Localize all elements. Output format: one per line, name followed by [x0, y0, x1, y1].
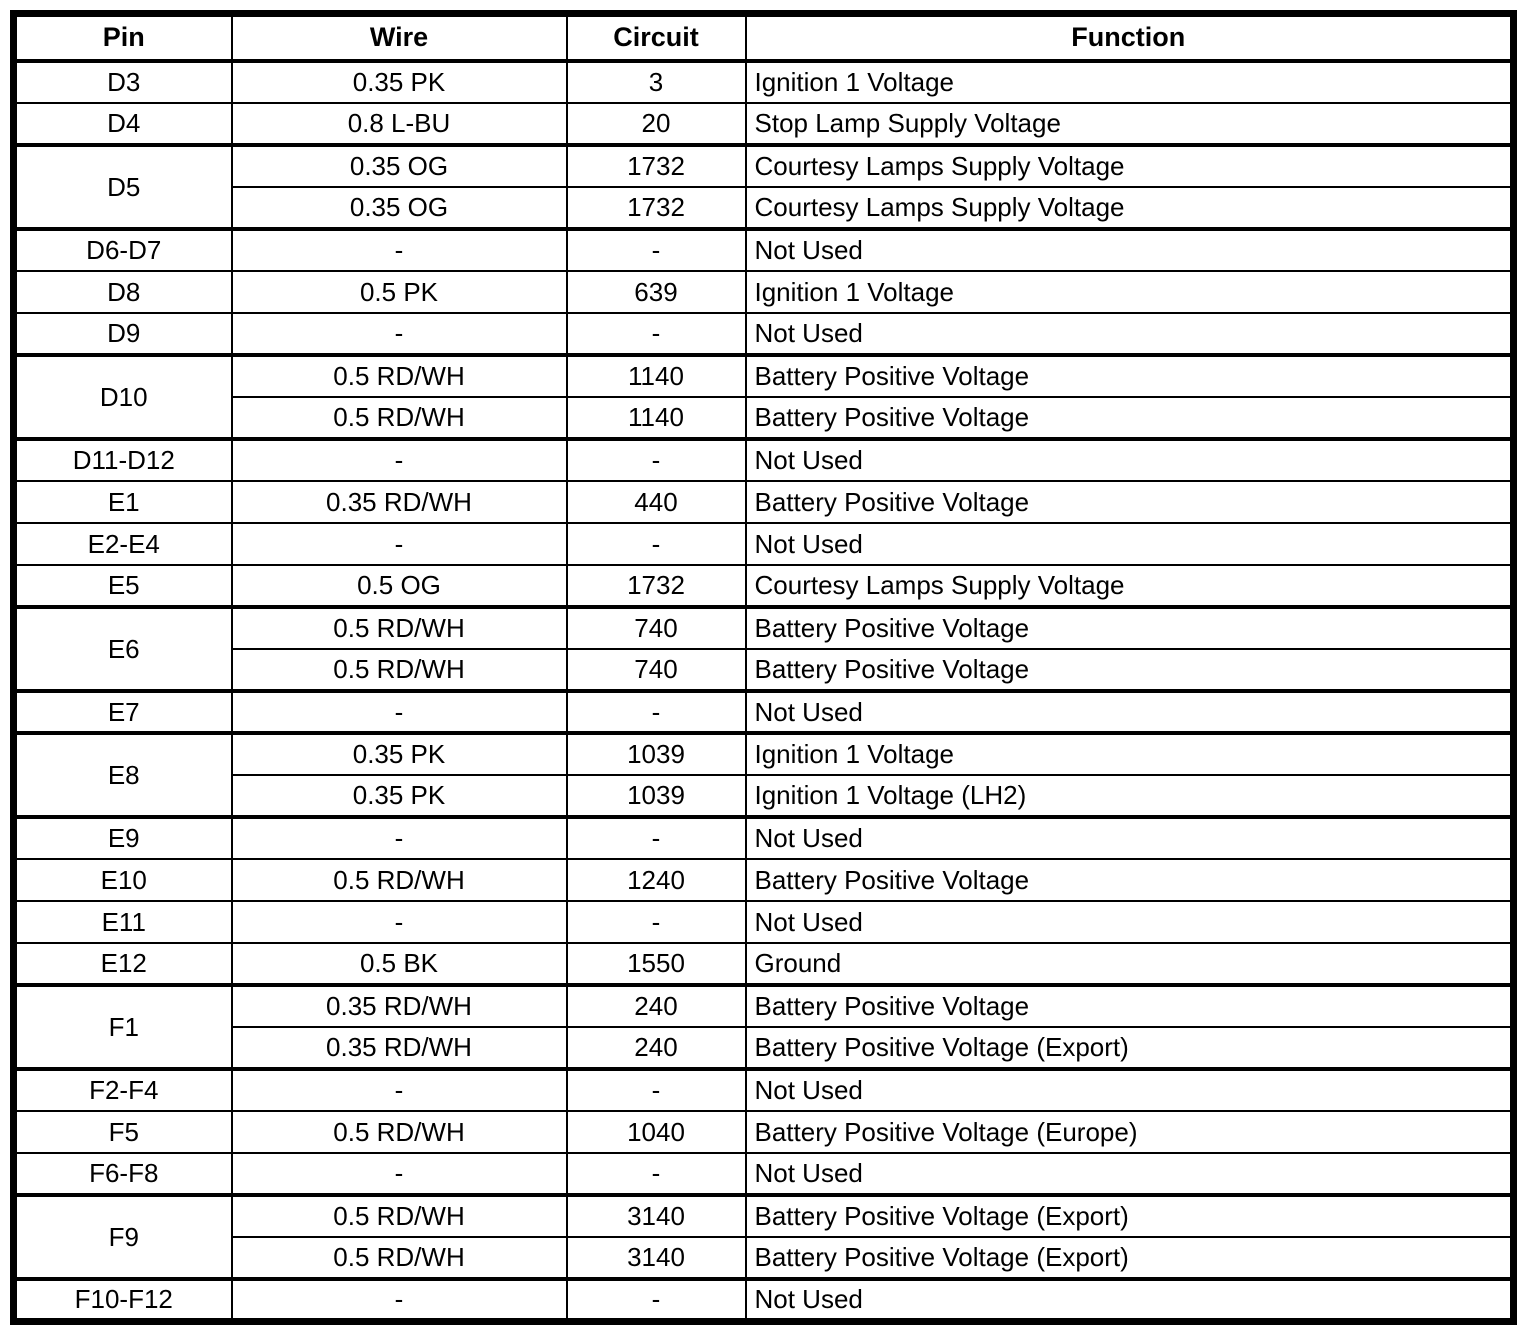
circuit-cell: -	[567, 229, 746, 271]
function-cell: Ground	[746, 943, 1514, 985]
wire-cell: 0.5 RD/WH	[232, 1195, 567, 1237]
function-cell: Courtesy Lamps Supply Voltage	[746, 187, 1514, 229]
header-row	[14, 14, 1514, 62]
circuit-cell: 3	[567, 61, 746, 103]
pin-cell: E6	[14, 607, 232, 691]
pin-cell: E12	[14, 943, 232, 985]
table-row	[14, 859, 1514, 901]
pin-cell: F2-F4	[14, 1069, 232, 1111]
wire-cell: -	[232, 1069, 567, 1111]
wire-cell: -	[232, 523, 567, 565]
function-cell: Not Used	[746, 691, 1514, 733]
table-row	[14, 775, 1514, 817]
circuit-cell: 1550	[567, 943, 746, 985]
table-row	[14, 271, 1514, 313]
table-row	[14, 733, 1514, 775]
function-cell: Stop Lamp Supply Voltage	[746, 103, 1514, 145]
pin-cell: E2-E4	[14, 523, 232, 565]
wire-cell: 0.5 RD/WH	[232, 397, 567, 439]
circuit-cell: 639	[567, 271, 746, 313]
table-row	[14, 523, 1514, 565]
circuit-cell: -	[567, 523, 746, 565]
function-cell: Battery Positive Voltage	[746, 985, 1514, 1027]
table-row	[14, 229, 1514, 271]
pin-cell: D5	[14, 145, 232, 229]
circuit-cell: -	[567, 1069, 746, 1111]
circuit-cell: -	[567, 1279, 746, 1321]
pin-cell: F1	[14, 985, 232, 1069]
function-cell: Not Used	[746, 817, 1514, 859]
pin-cell: E5	[14, 565, 232, 607]
function-cell: Not Used	[746, 1279, 1514, 1321]
wire-cell: 0.8 L-BU	[232, 103, 567, 145]
wire-cell: 0.5 RD/WH	[232, 1111, 567, 1153]
pinout-table-body	[14, 61, 1514, 1321]
function-cell: Not Used	[746, 1153, 1514, 1195]
function-cell: Ignition 1 Voltage	[746, 271, 1514, 313]
function-cell: Not Used	[746, 1069, 1514, 1111]
pin-cell: E11	[14, 901, 232, 943]
wire-cell: -	[232, 313, 567, 355]
wire-cell: 0.5 PK	[232, 271, 567, 313]
pin-cell: D8	[14, 271, 232, 313]
circuit-cell: 1732	[567, 145, 746, 187]
pin-cell: D4	[14, 103, 232, 145]
circuit-cell: -	[567, 1153, 746, 1195]
wire-cell: 0.35 RD/WH	[232, 985, 567, 1027]
circuit-cell: 440	[567, 481, 746, 523]
wire-cell: -	[232, 817, 567, 859]
circuit-cell: -	[567, 691, 746, 733]
circuit-cell: 1240	[567, 859, 746, 901]
circuit-cell: 740	[567, 607, 746, 649]
table-row	[14, 481, 1514, 523]
pin-cell: D9	[14, 313, 232, 355]
pin-cell: F6-F8	[14, 1153, 232, 1195]
column-header-wire: Wire	[232, 14, 567, 62]
circuit-cell: 1140	[567, 397, 746, 439]
circuit-cell: 3140	[567, 1237, 746, 1279]
pin-cell: D6-D7	[14, 229, 232, 271]
table-row	[14, 103, 1514, 145]
table-row	[14, 397, 1514, 439]
pin-cell: E7	[14, 691, 232, 733]
function-cell: Battery Positive Voltage (Export)	[746, 1027, 1514, 1069]
function-cell: Battery Positive Voltage (Europe)	[746, 1111, 1514, 1153]
table-row	[14, 1069, 1514, 1111]
function-cell: Not Used	[746, 439, 1514, 481]
table-row	[14, 565, 1514, 607]
table-row	[14, 649, 1514, 691]
table-row	[14, 817, 1514, 859]
circuit-cell: 240	[567, 985, 746, 1027]
pin-cell: D3	[14, 61, 232, 103]
function-cell: Courtesy Lamps Supply Voltage	[746, 565, 1514, 607]
table-row	[14, 1027, 1514, 1069]
wire-cell: 0.35 PK	[232, 61, 567, 103]
wire-cell: -	[232, 1279, 567, 1321]
wire-cell: -	[232, 229, 567, 271]
wire-cell: 0.35 OG	[232, 187, 567, 229]
wire-cell: 0.5 RD/WH	[232, 1237, 567, 1279]
wire-cell: 0.5 OG	[232, 565, 567, 607]
wire-cell: 0.5 RD/WH	[232, 859, 567, 901]
table-row	[14, 691, 1514, 733]
function-cell: Battery Positive Voltage	[746, 859, 1514, 901]
wire-cell: 0.35 OG	[232, 145, 567, 187]
circuit-cell: 1140	[567, 355, 746, 397]
wire-cell: -	[232, 1153, 567, 1195]
circuit-cell: -	[567, 313, 746, 355]
table-row	[14, 1237, 1514, 1279]
circuit-cell: 1040	[567, 1111, 746, 1153]
pin-cell: E10	[14, 859, 232, 901]
circuit-cell: 1039	[567, 733, 746, 775]
function-cell: Battery Positive Voltage	[746, 355, 1514, 397]
function-cell: Courtesy Lamps Supply Voltage	[746, 145, 1514, 187]
pin-cell: F9	[14, 1195, 232, 1279]
circuit-cell: 1039	[567, 775, 746, 817]
wire-cell: 0.5 RD/WH	[232, 607, 567, 649]
circuit-cell: 1732	[567, 565, 746, 607]
wire-cell: 0.35 PK	[232, 733, 567, 775]
pin-cell: E8	[14, 733, 232, 817]
function-cell: Not Used	[746, 901, 1514, 943]
wire-cell: -	[232, 439, 567, 481]
table-row	[14, 187, 1514, 229]
wire-cell: 0.5 RD/WH	[232, 649, 567, 691]
table-row	[14, 439, 1514, 481]
wire-cell: -	[232, 691, 567, 733]
table-row	[14, 901, 1514, 943]
wire-cell: 0.35 PK	[232, 775, 567, 817]
pin-cell: D10	[14, 355, 232, 439]
function-cell: Battery Positive Voltage	[746, 607, 1514, 649]
pin-cell: F10-F12	[14, 1279, 232, 1321]
function-cell: Battery Positive Voltage (Export)	[746, 1195, 1514, 1237]
column-header-pin: Pin	[14, 14, 232, 62]
table-row	[14, 943, 1514, 985]
table-row	[14, 985, 1514, 1027]
function-cell: Ignition 1 Voltage	[746, 61, 1514, 103]
function-cell: Battery Positive Voltage (Export)	[746, 1237, 1514, 1279]
function-cell: Not Used	[746, 313, 1514, 355]
table-header	[14, 14, 1514, 62]
circuit-cell: 1732	[567, 187, 746, 229]
pin-cell: F5	[14, 1111, 232, 1153]
wire-cell: 0.5 BK	[232, 943, 567, 985]
wire-cell: 0.5 RD/WH	[232, 355, 567, 397]
table-row	[14, 1111, 1514, 1153]
circuit-cell: -	[567, 901, 746, 943]
column-header-function: Function	[746, 14, 1514, 62]
table-row	[14, 355, 1514, 397]
function-cell: Battery Positive Voltage	[746, 397, 1514, 439]
table-row	[14, 607, 1514, 649]
table-row	[14, 1153, 1514, 1195]
pin-cell: D11-D12	[14, 439, 232, 481]
circuit-cell: -	[567, 817, 746, 859]
table-row	[14, 1195, 1514, 1237]
wire-cell: 0.35 RD/WH	[232, 1027, 567, 1069]
function-cell: Ignition 1 Voltage (LH2)	[746, 775, 1514, 817]
column-header-circuit: Circuit	[567, 14, 746, 62]
wire-cell: -	[232, 901, 567, 943]
circuit-cell: -	[567, 439, 746, 481]
table-row	[14, 1279, 1514, 1321]
circuit-cell: 20	[567, 103, 746, 145]
table-row	[14, 145, 1514, 187]
function-cell: Battery Positive Voltage	[746, 481, 1514, 523]
circuit-cell: 240	[567, 1027, 746, 1069]
table-row	[14, 61, 1514, 103]
circuit-cell: 3140	[567, 1195, 746, 1237]
pin-cell: E1	[14, 481, 232, 523]
function-cell: Ignition 1 Voltage	[746, 733, 1514, 775]
pin-cell: E9	[14, 817, 232, 859]
function-cell: Not Used	[746, 523, 1514, 565]
function-cell: Not Used	[746, 229, 1514, 271]
circuit-cell: 740	[567, 649, 746, 691]
wire-cell: 0.35 RD/WH	[232, 481, 567, 523]
function-cell: Battery Positive Voltage	[746, 649, 1514, 691]
table-row	[14, 313, 1514, 355]
pinout-table	[10, 10, 1517, 1325]
